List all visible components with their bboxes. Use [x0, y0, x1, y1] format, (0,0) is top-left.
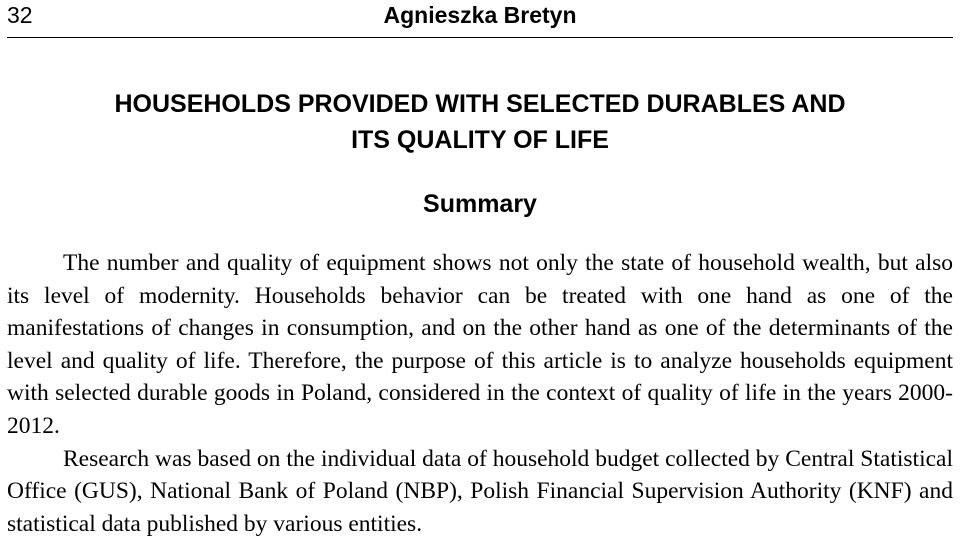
- running-header-author: Agnieszka Bretyn: [383, 2, 577, 28]
- running-header: [7, 0, 953, 34]
- summary-paragraph-1: The number and quality of equipment shows not only the state of household wealth, but also its level of modernity. Households behavior can be treated with one hand as one of the manifestations of changes in consumption, and on the other hand as one of the determinants of the level and quality of life. Therefore, the purpose of this article is to analyze households equipment with selected durable goods in Poland, considered in the context of quality of life in the years 2000-2012.: [7, 250, 953, 439]
- article-title-line-1: HOUSEHOLDS PROVIDED WITH SELECTED DURABLES AND: [114, 90, 846, 118]
- header-rule: [7, 37, 953, 38]
- page-number: 32: [7, 2, 33, 28]
- summary-body: [7, 247, 953, 540]
- article-title-line-2: ITS QUALITY OF LIFE: [351, 126, 609, 154]
- summary-heading: Summary: [423, 190, 537, 218]
- article-title: [0, 86, 960, 158]
- summary-paragraph-2: Research was based on the individual data of household budget collected by Central Statistical Office (GUS), National Bank of Poland (NBP), Polish Financial Supervision Authority (KNF) and statistical data published by various entities.: [7, 445, 953, 537]
